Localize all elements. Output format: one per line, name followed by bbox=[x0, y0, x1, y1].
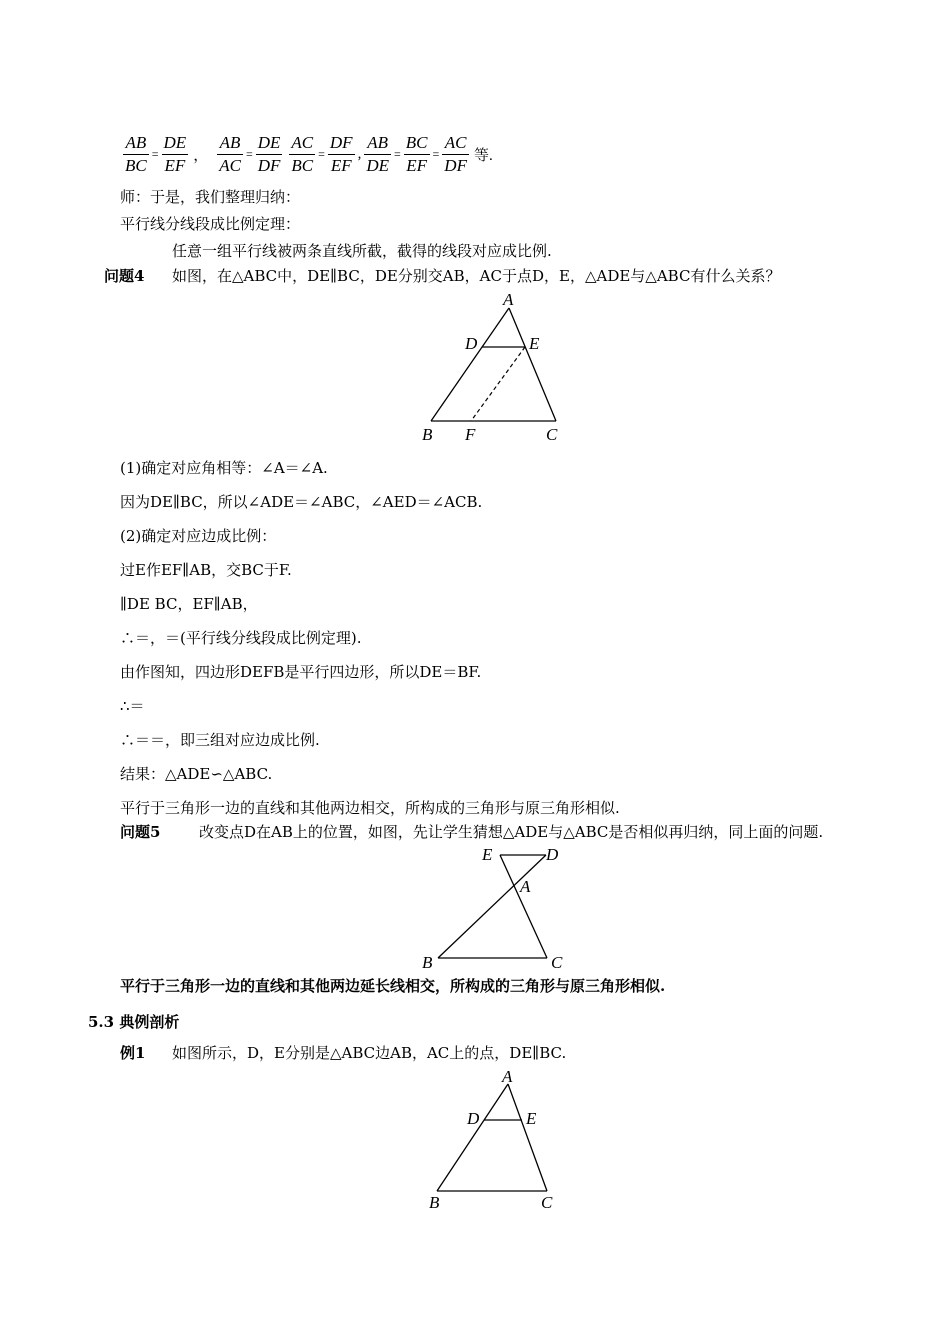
question-5-label: 问题5 bbox=[120, 823, 161, 841]
label-d: D bbox=[546, 845, 559, 864]
figure-triangle-extended bbox=[410, 840, 580, 975]
ratio: $\frac{DE}{DF}$ bbox=[257, 133, 281, 175]
theorem-body: 任意一组平行线被两条直线所截，截得的线段对应成比例. bbox=[172, 242, 552, 260]
label-d: D bbox=[467, 1109, 480, 1128]
example-1-label: 例1 bbox=[120, 1044, 146, 1062]
label-e: E bbox=[529, 334, 540, 353]
segment-ef-dashed bbox=[471, 347, 525, 421]
ratio: $\frac{AC}{BC}$ bbox=[291, 133, 314, 175]
proportion-equations: $\frac{AB}{BC}$ = $\frac{DE}{EF}$ ， $\frac{AB}{AC}$ = $\frac{DE}{DF}$ $\frac{AC}{BC}$ = $\frac{DF}{EF}$ , $\frac{AB}{DE}$ = $\frac{BC}{EF}$ = $\frac{AC}{DF}$ 等. bbox=[125, 133, 493, 175]
step-8: ∴＝ bbox=[120, 697, 145, 715]
figure-triangle-abc bbox=[420, 1062, 570, 1217]
step-6: ∴＝，＝(平行线分线段成比例定理). bbox=[120, 629, 362, 647]
segment-ac bbox=[509, 308, 556, 421]
figure-triangle-abc-parallelogram bbox=[410, 285, 570, 445]
theorem-title: 平行线分线段成比例定理： bbox=[120, 215, 301, 233]
example-1-text: 如图所示，D，E分别是△ABC边AB，AC上的点，DE∥BC. bbox=[172, 1044, 567, 1062]
teacher-line: 师：于是，我们整理归纳： bbox=[120, 188, 301, 206]
step-11: 平行于三角形一边的直线和其他两边相交，所构成的三角形与原三角形相似. bbox=[120, 799, 620, 817]
label-a: A bbox=[503, 290, 514, 309]
section-heading: 5.3 典例剖析 bbox=[88, 1013, 180, 1031]
label-d: D bbox=[465, 334, 478, 353]
step-3: (2)确定对应边成比例： bbox=[120, 527, 277, 545]
question-4-text: 如图，在△ABC中，DE∥BC，DE分别交AB，AC于点D，E，△ADE与△ABC有什么关系？ bbox=[172, 267, 781, 285]
ratio: $\frac{AB}{BC}$ bbox=[125, 133, 147, 175]
label-b: B bbox=[429, 1193, 440, 1212]
label-c: C bbox=[546, 425, 558, 444]
ratio: $\frac{DE}{EF}$ bbox=[163, 133, 187, 175]
ratio: $\frac{AB}{AC}$ bbox=[219, 133, 241, 175]
label-b: B bbox=[422, 425, 433, 444]
label-a: A bbox=[520, 877, 531, 896]
label-c: C bbox=[541, 1193, 553, 1212]
step-7: 由作图知，四边形DEFB是平行四边形，所以DE＝BF. bbox=[120, 663, 482, 681]
question-5-text: 改变点D在AB上的位置，如图，先让学生猜想△ADE与△ABC是否相似再归纳，同上面的问题. bbox=[199, 823, 824, 841]
conclusion: 平行于三角形一边的直线和其他两边延长线相交，所构成的三角形与原三角形相似. bbox=[120, 977, 666, 995]
segment-db bbox=[438, 855, 546, 958]
label-c: C bbox=[551, 953, 563, 972]
step-4: 过E作EF∥AB，交BC于F. bbox=[120, 561, 292, 579]
segment-ab bbox=[437, 1084, 508, 1191]
step-2: 因为DE∥BC，所以∠ADE＝∠ABC，∠AED＝∠ACB. bbox=[120, 493, 483, 511]
step-5: ∥DE BC，EF∥AB， bbox=[120, 595, 258, 613]
step-10: 结果：△ADE∽△ABC. bbox=[120, 765, 273, 783]
segment-ac bbox=[508, 1084, 547, 1191]
label-a: A bbox=[502, 1067, 513, 1086]
segment-ec bbox=[500, 855, 547, 958]
step-9: ∴＝＝，即三组对应边成比例. bbox=[120, 731, 320, 749]
label-e: E bbox=[482, 845, 493, 864]
ratio: $\frac{AC}{DF}$ bbox=[444, 133, 467, 175]
label-f: F bbox=[465, 425, 476, 444]
ratio: $\frac{BC}{EF}$ bbox=[405, 133, 428, 175]
ratio: $\frac{AB}{DE}$ bbox=[366, 133, 389, 175]
label-e: E bbox=[526, 1109, 537, 1128]
step-1: (1)确定对应角相等：∠A＝∠A. bbox=[120, 459, 328, 477]
label-b: B bbox=[422, 953, 433, 972]
question-4-label: 问题4 bbox=[104, 267, 145, 285]
segment-ab bbox=[431, 308, 509, 421]
ratio: $\frac{DF}{EF}$ bbox=[329, 133, 353, 175]
